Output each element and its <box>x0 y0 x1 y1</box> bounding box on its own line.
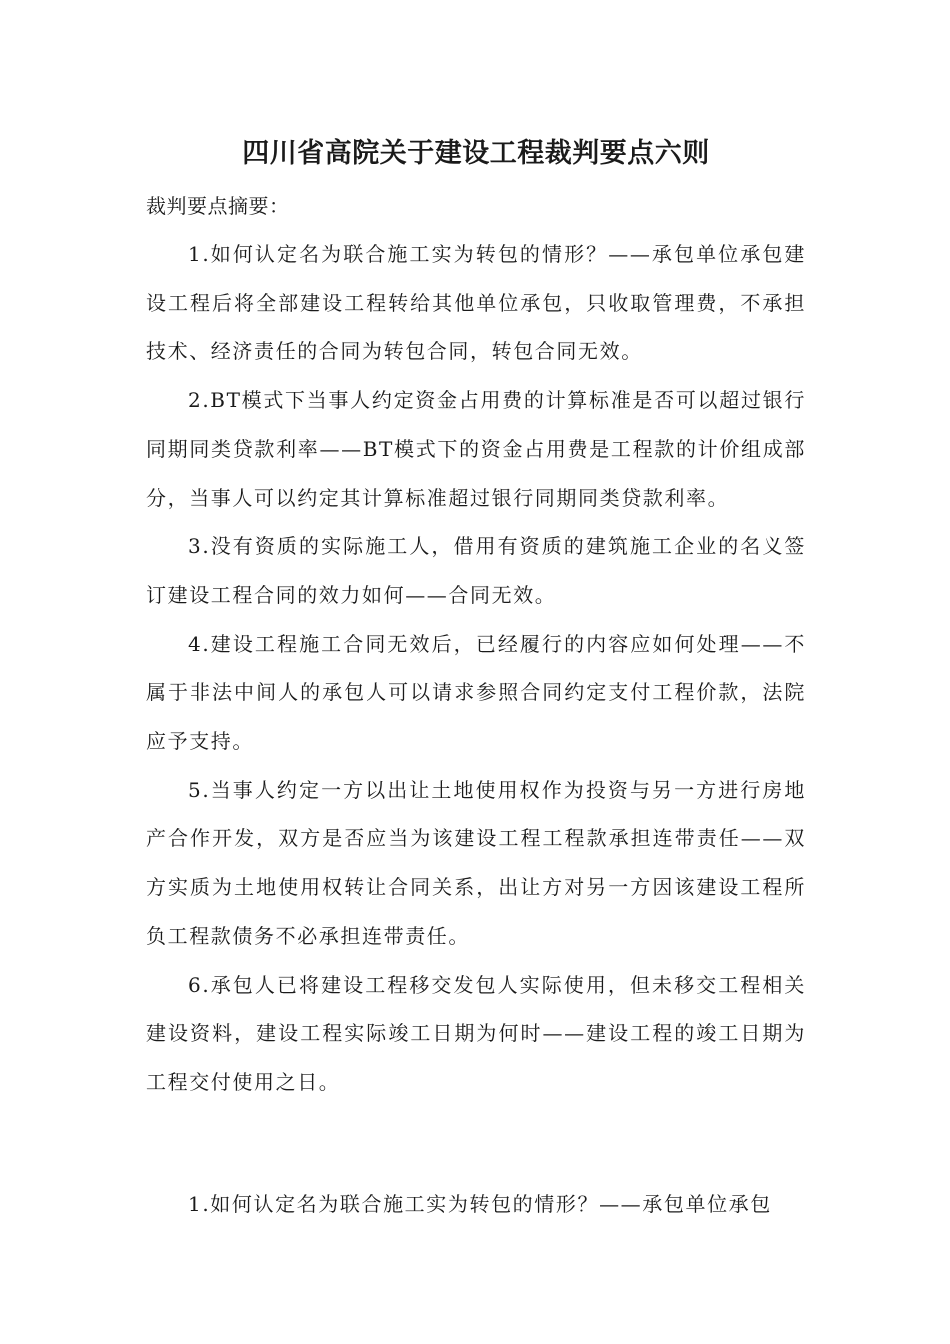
page-title: 四川省高院关于建设工程裁判要点六则 <box>242 138 710 169</box>
paragraph-4: 4.建设工程施工合同无效后，已经履行的内容应如何处理——不属于非法中间人的承包人可以请求参照合同约定支付工程价款，法院应予支持。 <box>146 631 806 754</box>
paragraph-3: 3.没有资质的实际施工人，借用有资质的建筑施工企业的名义签订建设工程合同的效力如何——合同无效。 <box>146 534 806 607</box>
paragraph-5: 5.当事人约定一方以出让土地使用权作为投资与另一方进行房地产合作开发，双方是否应当为该建设工程工程款承担连带责任——双方实质为土地使用权转让合同关系，出让方对另一方因该建设工程所负工程款债务不必承担连带责任。 <box>146 777 806 948</box>
summary-heading: 裁判要点摘要： <box>146 194 290 218</box>
paragraph-6: 6.承包人已将建设工程移交发包人实际使用，但未移交工程相关建设资料，建设工程实际竣工日期为何时——建设工程的竣工日期为工程交付使用之日。 <box>146 972 806 1094</box>
tail-paragraph: 1.如何认定名为联合施工实为转包的情形？——承包单位承包 <box>188 1191 772 1216</box>
paragraph-1: 1.如何认定名为联合施工实为转包的情形？——承包单位承包建设工程后将全部建设工程转给其他单位承包，只收取管理费，不承担技术、经济责任的合同为转包合同，转包合同无效。 <box>146 242 806 364</box>
document-page <box>146 126 806 1228</box>
paragraph-2: 2.BT模式下当事人约定资金占用费的计算标准是否可以超过银行同期同类贷款利率——BT模式下的资金占用费是工程款的计价组成部分，当事人可以约定其计算标准超过银行同期同类贷款利率。 <box>146 388 806 510</box>
